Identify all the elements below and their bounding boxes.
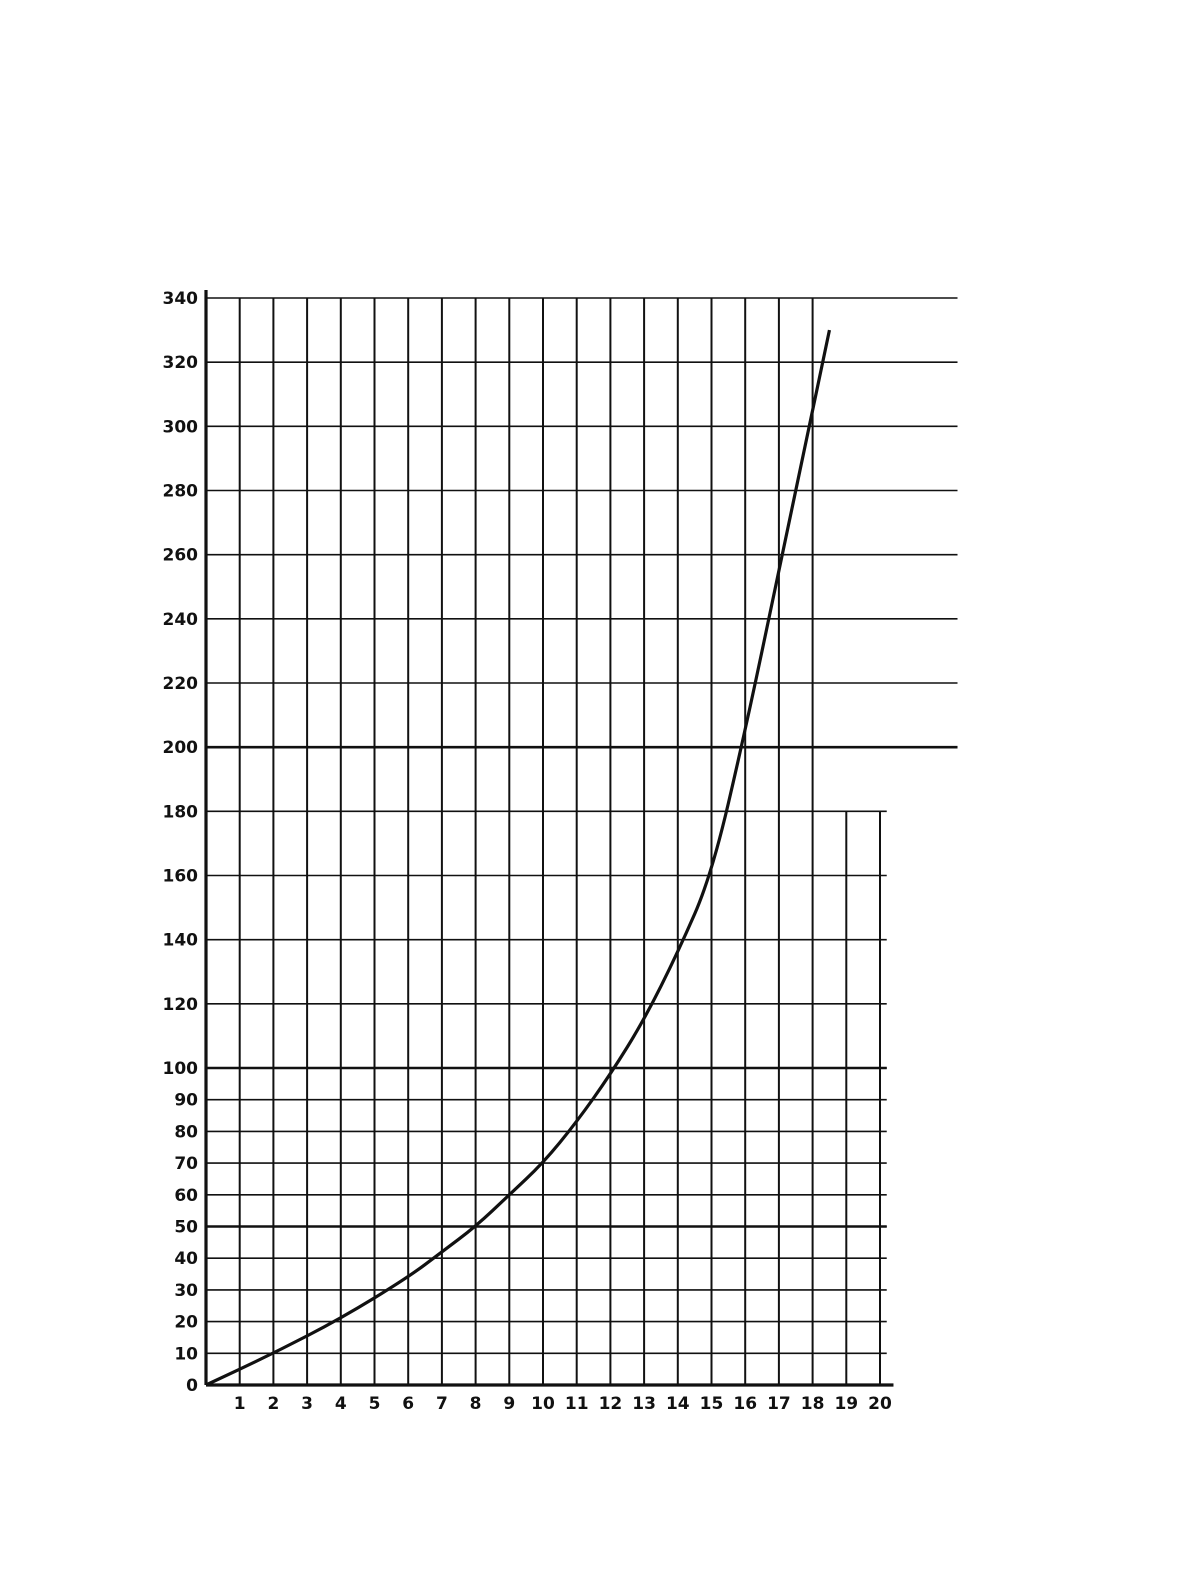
x-tick-label-19: 19: [834, 1394, 859, 1414]
y-tick-label-70: 70: [174, 1154, 198, 1175]
grid-layer: [206, 298, 958, 1385]
x-tick-label-14: 14: [665, 1394, 690, 1414]
x-tick-label-4: 4: [334, 1394, 347, 1414]
y-tick-label-200: 200: [162, 738, 198, 759]
y-tick-label-260: 260: [162, 545, 198, 566]
x-tick-label-7: 7: [435, 1394, 448, 1414]
x-tick-label-17: 17: [767, 1394, 791, 1414]
x-tick-label-6: 6: [402, 1394, 415, 1414]
reference-lines-layer: [206, 747, 958, 1226]
x-tick-label-15: 15: [699, 1394, 724, 1414]
y-tick-label-140: 140: [162, 930, 198, 951]
y-tick-label-340: 340: [162, 289, 198, 309]
y-tick-label-160: 160: [162, 866, 198, 887]
x-tick-label-10: 10: [531, 1394, 555, 1414]
y-tick-label-0: 0: [186, 1376, 198, 1396]
x-tick-label-20: 20: [868, 1394, 892, 1414]
x-tick-label-12: 12: [598, 1394, 623, 1414]
x-tick-label-2: 2: [267, 1394, 280, 1414]
x-tick-label-13: 13: [632, 1394, 656, 1414]
y-tick-label-240: 240: [162, 609, 198, 630]
y-tick-label-60: 60: [174, 1185, 198, 1206]
y-tick-label-320: 320: [162, 353, 198, 374]
x-tick-label-8: 8: [469, 1394, 482, 1414]
y-tick-label-30: 30: [174, 1280, 198, 1301]
y-tick-label-280: 280: [162, 481, 198, 502]
y-tick-label-40: 40: [174, 1249, 198, 1270]
axes-layer: [206, 290, 893, 1385]
x-tick-label-18: 18: [800, 1394, 825, 1414]
y-tick-label-300: 300: [162, 417, 198, 438]
y-tick-label-10: 10: [174, 1344, 198, 1365]
y-tick-label-80: 80: [174, 1122, 198, 1143]
y-tick-label-20: 20: [174, 1312, 198, 1333]
x-tick-label-9: 9: [503, 1394, 516, 1414]
tick-labels-layer: [163, 289, 892, 1414]
y-tick-label-90: 90: [174, 1090, 198, 1111]
x-tick-label-11: 11: [564, 1394, 589, 1414]
y-tick-label-180: 180: [162, 802, 198, 823]
x-tick-label-5: 5: [368, 1394, 381, 1414]
y-tick-label-220: 220: [162, 674, 198, 694]
x-tick-label-16: 16: [733, 1394, 758, 1414]
y-tick-label-50: 50: [174, 1217, 198, 1238]
y-tick-label-100: 100: [162, 1059, 198, 1079]
x-tick-label-3: 3: [301, 1394, 314, 1414]
y-tick-label-120: 120: [162, 994, 198, 1015]
x-tick-label-1: 1: [233, 1394, 246, 1414]
